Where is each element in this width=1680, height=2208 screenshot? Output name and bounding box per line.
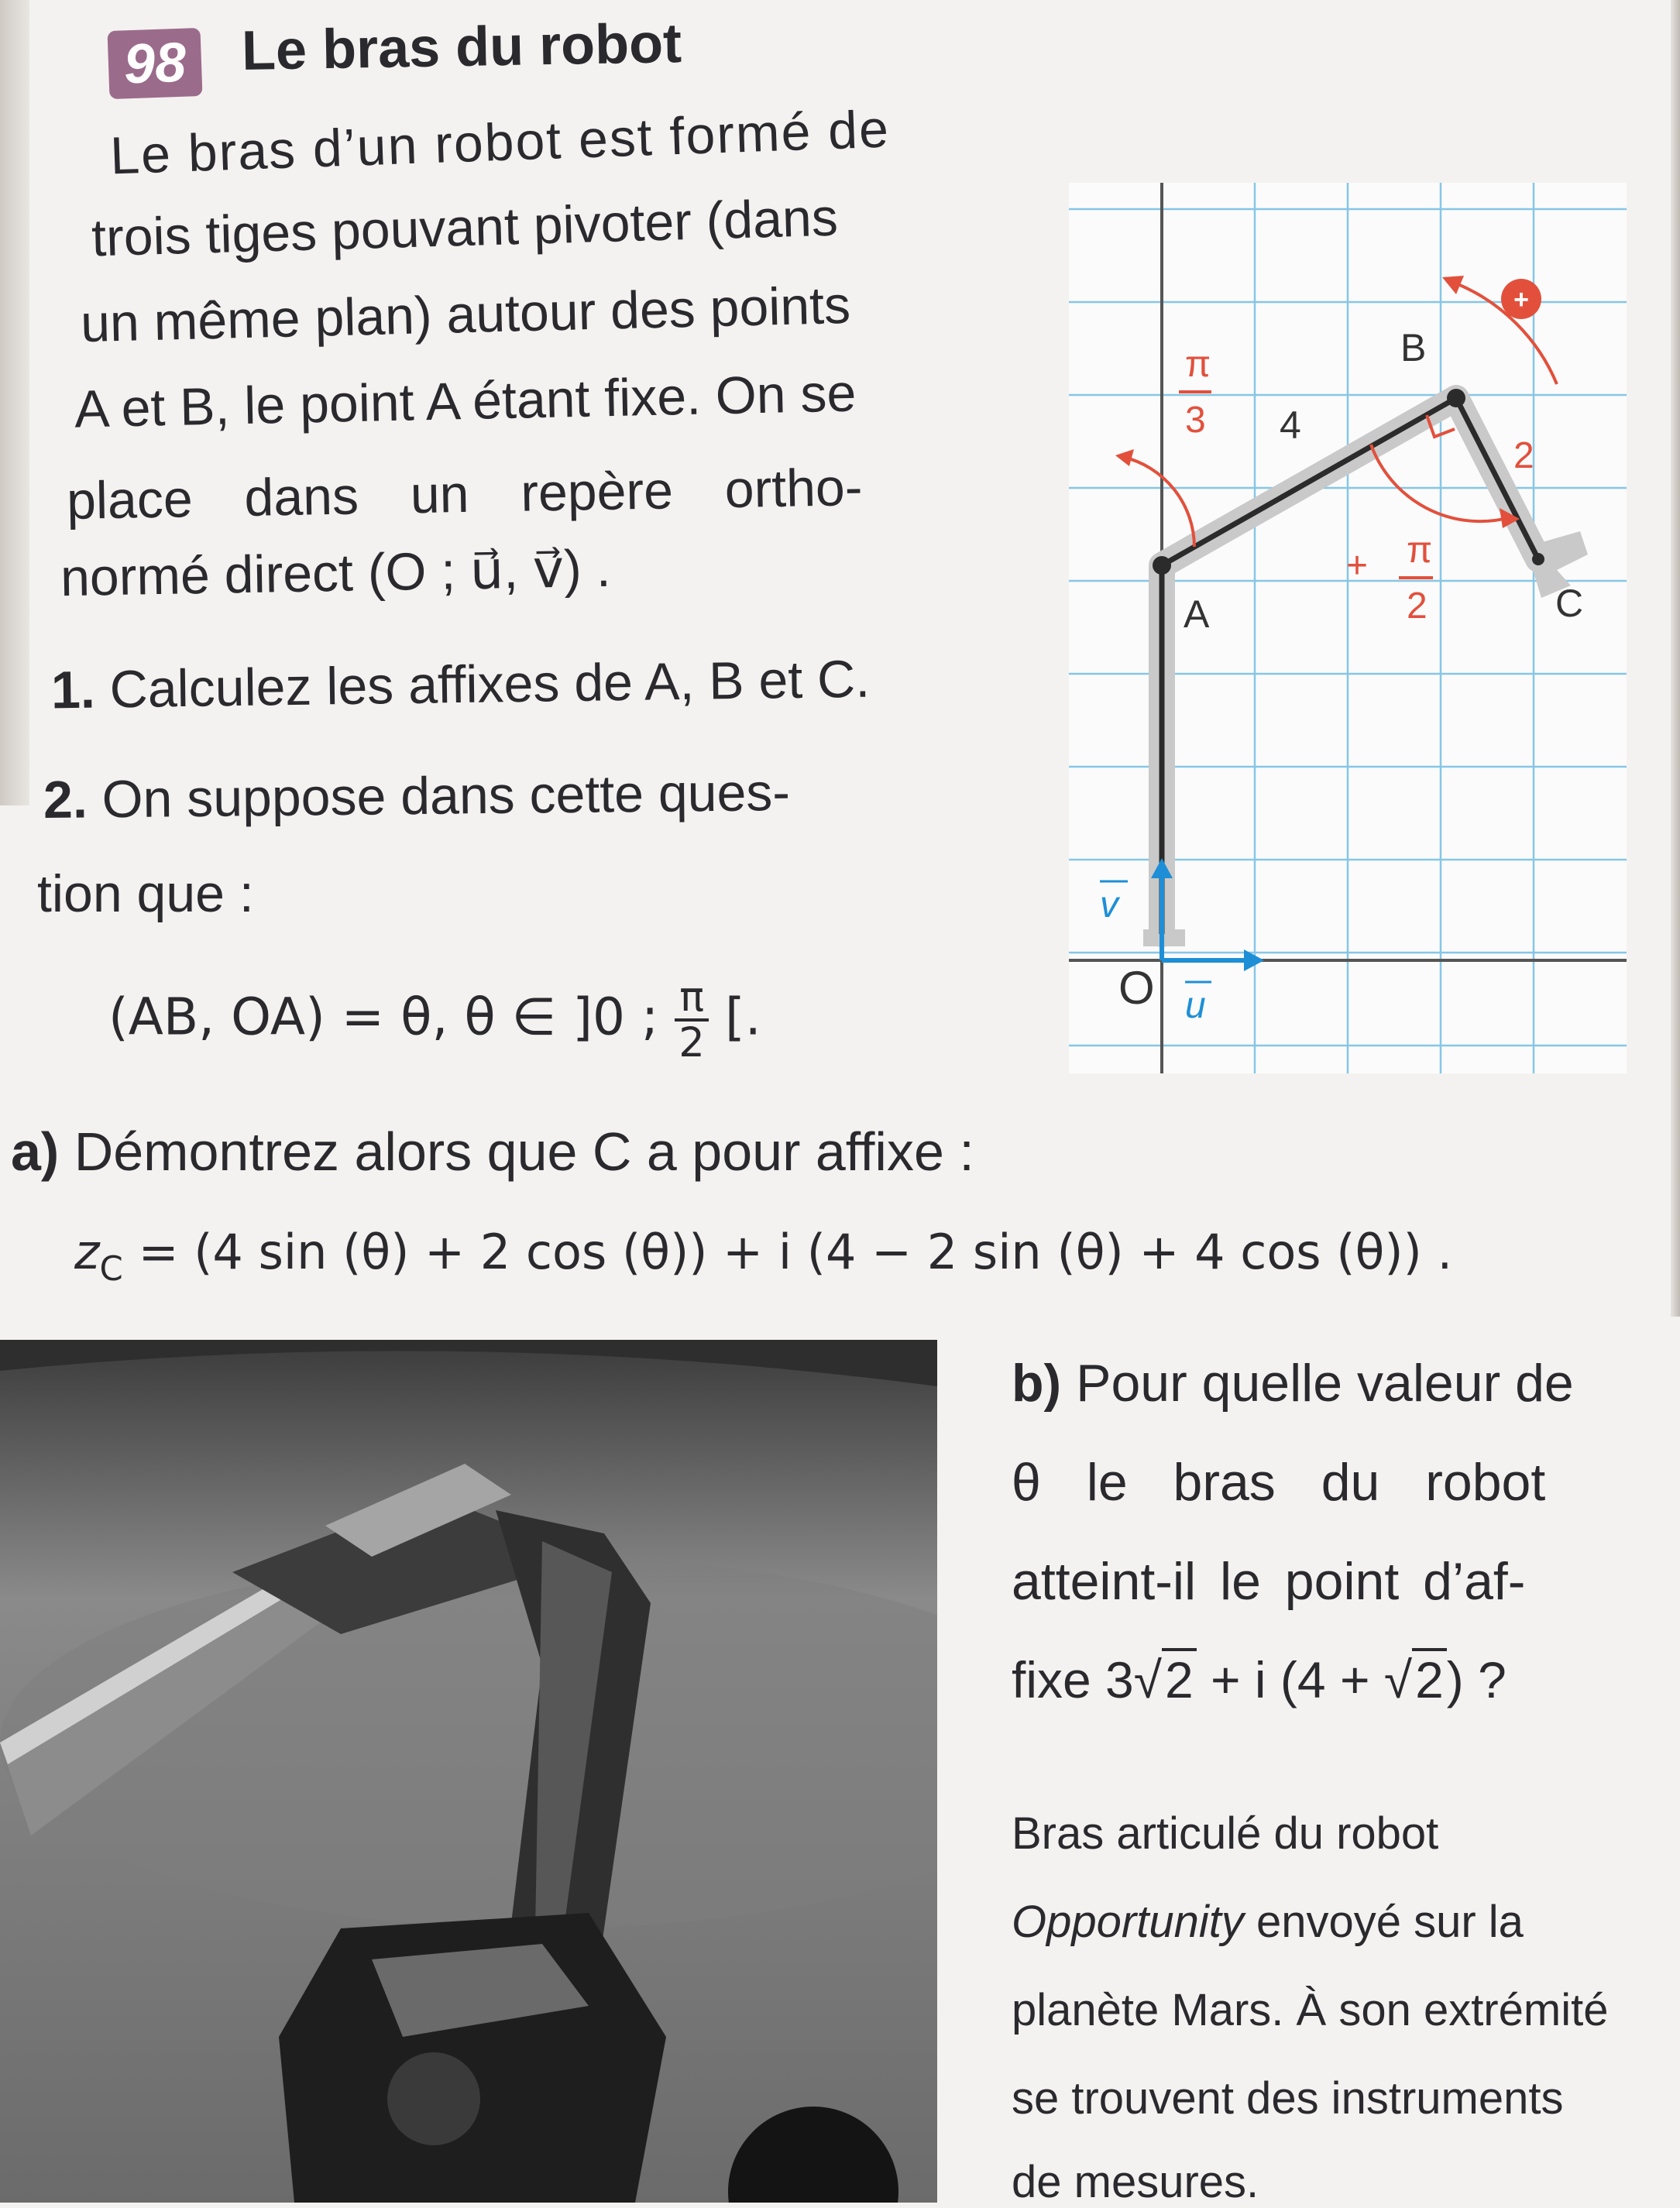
label-C: C [1555, 582, 1584, 625]
condition-fraction [675, 976, 709, 1065]
question-2-line1: On suppose dans cette ques- [101, 762, 791, 829]
question-2b-label: b) [1012, 1354, 1062, 1413]
label-length-BC: 2 [1513, 435, 1534, 476]
question-1-number: 1. [50, 660, 96, 720]
angle1-denominator: 3 [1185, 400, 1206, 441]
sqrt-radicand: 2 [1412, 1648, 1447, 1708]
intro-line: place dans un repère ortho- [66, 458, 864, 531]
question-2b-line [1012, 1354, 1574, 1413]
angle2-denominator: 2 [1407, 585, 1427, 627]
label-v: v [1100, 884, 1118, 925]
page-binding-shadow [0, 0, 29, 805]
angle2-sign: + [1346, 545, 1369, 586]
angle1-numerator: π [1185, 344, 1211, 385]
sqrt-radicand: 2 [1162, 1648, 1197, 1708]
affix-mid: + i (4 + [1196, 1651, 1384, 1708]
exercise-title: Le bras du robot [241, 12, 682, 82]
intro-line: trois tiges pouvant pivoter (dans [91, 187, 839, 268]
formula-rest: = (4 sin (θ) + 2 cos (θ)) + i (4 − 2 sin (θ) + 4 cos (θ)) . [122, 1224, 1453, 1280]
condition-left: (AB, OA) = θ, θ ∈ ]0 ; [108, 987, 659, 1047]
robot-arm-photo-image [0, 1340, 937, 2203]
photo-caption-line: se trouvent des instruments [1012, 2073, 1564, 2124]
question-2 [43, 762, 791, 830]
question-1-text: Calculez les affixes de A, B et C. [109, 649, 871, 719]
label-A: A [1184, 592, 1210, 636]
sqrt-symbol: √ [1383, 1651, 1413, 1708]
point-B-joint [1447, 389, 1465, 407]
question-2b-line: atteint-il le point d’af- [1012, 1552, 1526, 1611]
photo-caption-line [1012, 1896, 1524, 1948]
fraction-denominator: 2 [679, 1019, 705, 1067]
formula-sub: C [99, 1250, 123, 1289]
question-2a-text: Démontrez alors que C a pour affixe : [74, 1121, 974, 1182]
intro-line: un même plan) autour des points [80, 275, 851, 354]
sqrt-symbol: √ [1133, 1651, 1162, 1708]
point-C-marker [1532, 553, 1544, 565]
photo-caption-line: Bras articulé du robot [1012, 1808, 1439, 1859]
question-2b-target-affix [1012, 1651, 1507, 1708]
question-2a [11, 1121, 974, 1182]
condition-right: [. [724, 987, 761, 1047]
label-origin-O: O [1118, 962, 1155, 1014]
angle2-numerator: π [1407, 530, 1433, 571]
point-A-joint [1153, 556, 1171, 575]
affix-suffix: ) ? [1446, 1651, 1507, 1708]
question-2-line2: tion que : [37, 864, 254, 923]
robot-name: Opportunity [1012, 1897, 1244, 1947]
intro-line: A et B, le point A étant fixe. On se [74, 363, 857, 439]
robot-arm-photo [0, 1340, 937, 2203]
intro-line: normé direct (O ; u⃗, v⃗) . [60, 538, 612, 608]
caption-rest: envoyé sur la [1243, 1897, 1524, 1947]
question-1 [50, 649, 871, 720]
label-B: B [1400, 326, 1427, 369]
intro-line: Le bras d’un robot est formé de [108, 99, 892, 186]
page-right-edge [1671, 0, 1680, 1317]
question-2b-line: θ le bras du robot [1012, 1453, 1546, 1512]
affix-prefix: fixe 3 [1012, 1651, 1134, 1708]
robot-arm-diagram [1069, 183, 1627, 1073]
photo-caption-line: planète Mars. À son extrémité [1012, 1985, 1609, 2035]
question-2a-label: a) [11, 1121, 60, 1182]
affix-formula [74, 1224, 1452, 1289]
fraction-numerator: π [675, 976, 709, 1022]
plus-sign: + [1513, 285, 1529, 314]
formula-z: z [74, 1224, 100, 1280]
question-2b-text: Pour quelle valeur de [1076, 1354, 1574, 1413]
label-length-AB: 4 [1280, 403, 1301, 447]
question-2-number: 2. [43, 770, 88, 830]
angle-condition [108, 976, 761, 1065]
photo-caption-line: de mesures. [1012, 2157, 1259, 2207]
label-u: u [1185, 985, 1206, 1026]
exercise-number-badge: 98 [108, 28, 203, 99]
